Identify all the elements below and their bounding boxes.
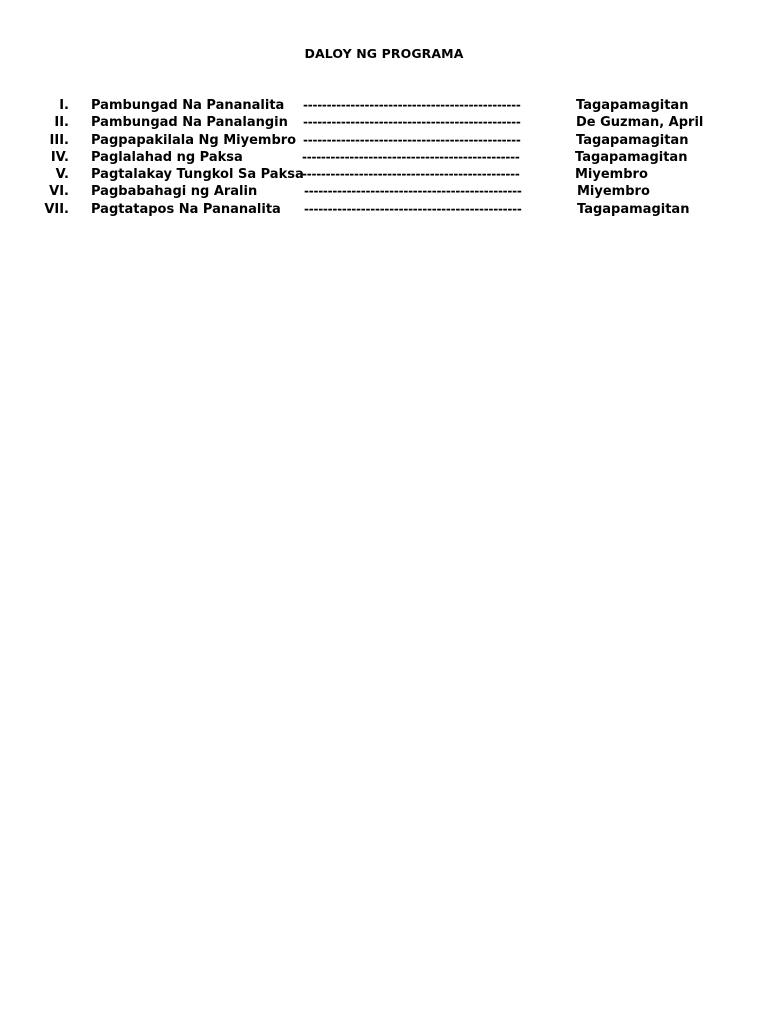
program-number: II. [54,115,69,131]
dash-separator: ---------------------------------------------- [303,132,521,147]
program-item: Pagtatapos Na Pananalita [91,201,281,217]
program-row [0,98,768,115]
program-item: Pambungad Na Pananalita [91,98,285,113]
program-person: Tagapamagitan [576,98,689,113]
program-item: Pagtalakay Tungkol Sa Paksa [91,167,304,183]
program-item: Paglalahad ng Paksa [91,149,243,165]
program-row [0,167,768,184]
program-row [0,184,768,201]
program-row [0,115,768,132]
program-person: Miyembro [577,184,650,200]
program-number: VI. [49,184,69,200]
dash-separator: ---------------------------------------------- [302,167,520,182]
program-row [0,150,768,167]
program-list [0,98,768,219]
program-number: V. [55,167,69,183]
dash-separator: ---------------------------------------------- [304,184,522,199]
program-person: Tagapamagitan [577,201,690,217]
program-row [0,133,768,150]
program-row [0,202,768,219]
program-person: Tagapamagitan [575,149,688,165]
dash-separator: ---------------------------------------------- [303,98,521,112]
dash-separator: ---------------------------------------------- [302,149,520,164]
program-person: Tagapamagitan [576,132,689,148]
program-number: VII. [44,201,69,217]
dash-separator: ---------------------------------------------- [303,115,521,130]
program-number: I. [59,98,69,113]
program-number: IV. [50,149,69,165]
program-item: Pagbabahagi ng Aralin [91,184,258,200]
program-item: Pambungad Na Panalangin [91,115,288,131]
program-item: Pagpapakilala Ng Miyembro [91,132,297,148]
document-title: DALOY NG PROGRAMA [304,46,464,61]
program-person: De Guzman, April [576,115,704,131]
program-number: III. [49,132,69,148]
program-person: Miyembro [575,167,648,183]
dash-separator: ---------------------------------------------- [304,201,522,216]
